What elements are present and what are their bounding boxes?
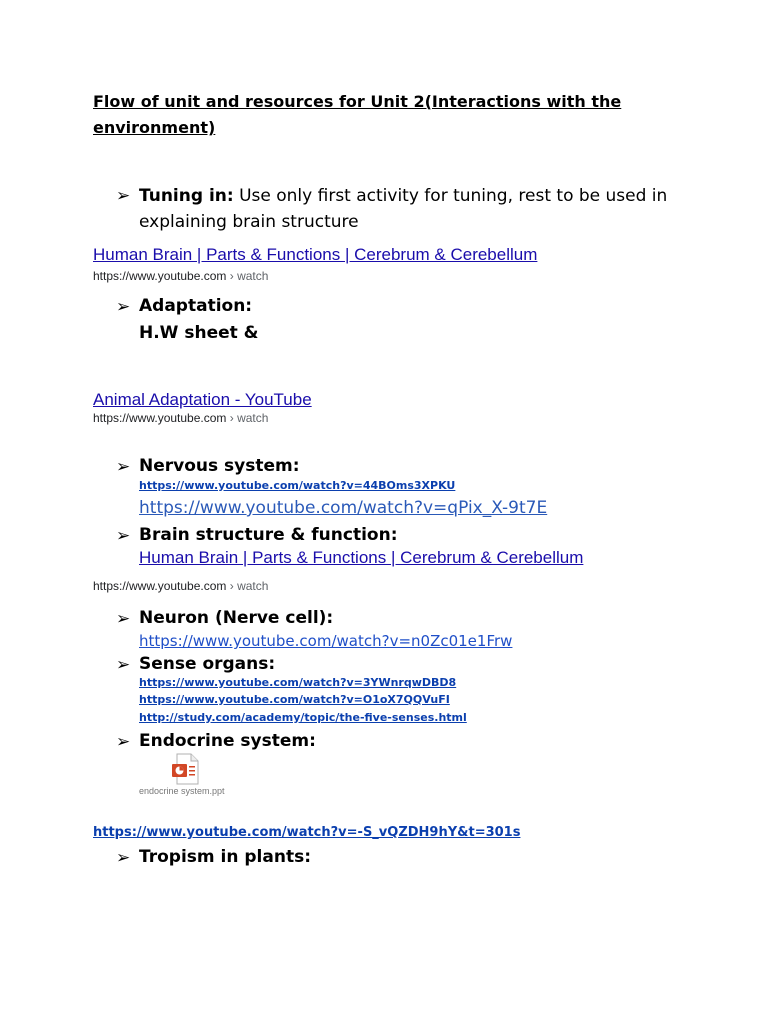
tuning-in-label: Tuning in:: [139, 186, 234, 206]
powerpoint-icon: [170, 753, 202, 785]
tropism-label: Tropism in plants:: [139, 847, 312, 867]
nervous-system-link-1[interactable]: https://www.youtube.com/watch?v=44BOms3XPKU: [139, 479, 456, 492]
nervous-system-link-2[interactable]: https://www.youtube.com/watch?v=qPix_X-9t7E: [139, 498, 548, 518]
sense-organs-link-2[interactable]: https://www.youtube.com/watch?v=O1oX7QQVuFI: [139, 693, 450, 706]
bullet-arrow-icon: ➢: [116, 848, 131, 868]
cite-domain: https://www.youtube.com: [93, 269, 227, 283]
document-title-line2: environment): [93, 118, 216, 137]
neuron-label: Neuron (Nerve cell):: [139, 608, 334, 628]
bullet-arrow-icon: ➢: [116, 186, 131, 206]
tuning-in-text: Use only first activity for tuning, rest to be used in: [233, 186, 668, 206]
bullet-arrow-icon: ➢: [116, 526, 131, 546]
nervous-system-label: Nervous system:: [139, 456, 300, 476]
tuning-in-item: [139, 183, 667, 209]
endocrine-label: Endocrine system:: [139, 731, 316, 751]
cite-domain: https://www.youtube.com: [93, 579, 227, 593]
bullet-arrow-icon: ➢: [116, 655, 131, 675]
brain-structure-link[interactable]: Human Brain | Parts & Functions | Cerebrum & Cerebellum: [139, 548, 584, 567]
youtube-cite: [93, 411, 268, 425]
animal-adaptation-link[interactable]: Animal Adaptation - YouTube: [93, 390, 312, 409]
document-title-line1: Flow of unit and resources for Unit 2(Interactions with the: [93, 92, 622, 111]
sense-organs-label: Sense organs:: [139, 654, 276, 674]
tropism-video-link[interactable]: https://www.youtube.com/watch?v=-S_vQZDH9hY&t=301s: [93, 825, 521, 840]
human-brain-link[interactable]: Human Brain | Parts & Functions | Cerebrum & Cerebellum: [93, 245, 538, 264]
cite-path: › watch: [226, 269, 269, 283]
neuron-link[interactable]: https://www.youtube.com/watch?v=n0Zc01e1Frw: [139, 632, 513, 650]
tuning-in-text-line2: explaining brain structure: [139, 212, 359, 232]
cite-path: › watch: [226, 579, 269, 593]
brain-structure-label: Brain structure & function:: [139, 525, 398, 545]
powerpoint-file-label: endocrine system.ppt: [139, 786, 225, 796]
bullet-arrow-icon: ➢: [116, 297, 131, 317]
sense-organs-link-1[interactable]: https://www.youtube.com/watch?v=3YWnrqwDBD8: [139, 676, 457, 689]
bullet-arrow-icon: ➢: [116, 609, 131, 629]
cite-path: › watch: [226, 411, 269, 425]
youtube-cite: [93, 579, 268, 593]
bullet-arrow-icon: ➢: [116, 732, 131, 752]
youtube-cite: [93, 269, 268, 283]
sense-organs-link-3[interactable]: http://study.com/academy/topic/the-five-senses.html: [139, 711, 467, 724]
adaptation-hw-sheet: H.W sheet &: [139, 323, 259, 343]
cite-domain: https://www.youtube.com: [93, 411, 227, 425]
adaptation-label: Adaptation:: [139, 296, 253, 316]
bullet-arrow-icon: ➢: [116, 457, 131, 477]
powerpoint-file-icon[interactable]: [170, 753, 202, 785]
